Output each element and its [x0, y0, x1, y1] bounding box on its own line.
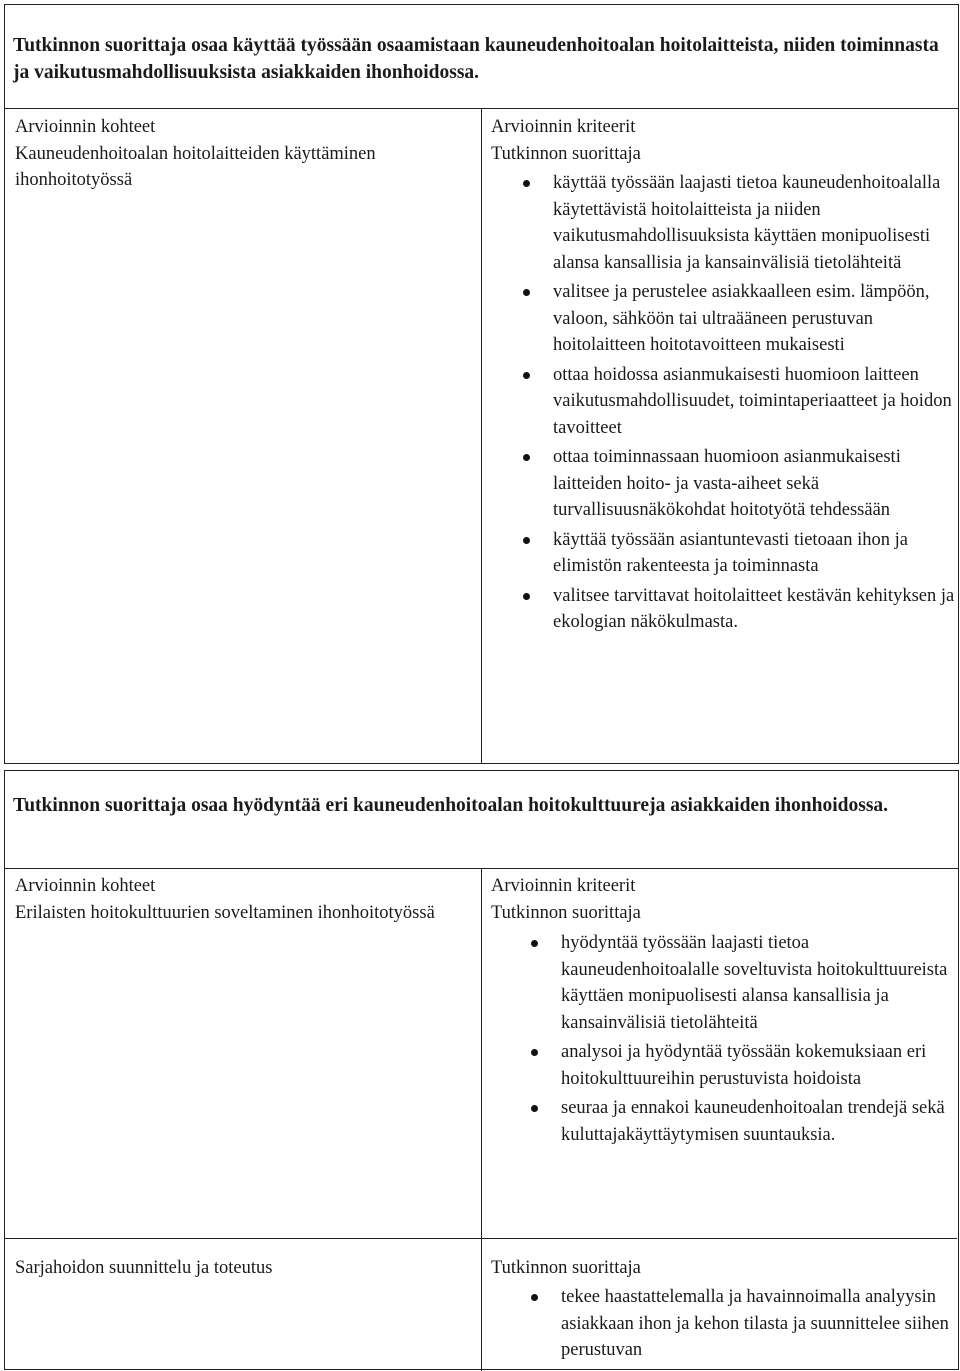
column-divider [481, 109, 482, 763]
targets-cell [15, 1255, 475, 1282]
targets-cell [15, 114, 475, 194]
criteria-intro: Tutkinnon suorittaja [491, 902, 641, 923]
list-item: seuraa ja ennakoi kauneudenhoitoalan trendejä sekä kuluttajakäyttäytymisen suuntauksia. [561, 1095, 951, 1148]
bullet-icon [523, 593, 530, 600]
criteria-intro: Tutkinnon suorittaja [491, 1258, 641, 1278]
bullet-icon [531, 1049, 538, 1056]
list-item: ottaa hoidossa asianmukaisesti huomioon laitteen vaikutusmahdollisuudet, toimintaperiaatteet ja hoidon tavoitteet [553, 362, 955, 442]
criteria-list [553, 170, 955, 636]
criteria-table-1 [4, 4, 959, 764]
list-item: käyttää työssään laajasti tietoa kauneudenhoitoalalla käytettävistä hoitolaitteista ja niiden vaikutusmahdollisuuksista käyttäen monipuolisesti alansa kansallisia ja kansainvälisiä tietolähteitä [553, 170, 955, 276]
list-item: hyödyntää työssään laajasti tietoa kauneudenhoitoalalle soveltuvista hoitokulttuureista käyttäen monipuolisesti alansa kansallisia ja kansainvälisiä tietolähteitä [561, 930, 951, 1036]
criteria-cell [491, 1255, 951, 1282]
target-text: Erilaisten hoitokulttuurien soveltaminen ihonhoitotyössä [15, 902, 435, 923]
bullet-icon [523, 180, 530, 187]
section-1-heading: Tutkinnon suorittaja osaa käyttää työssään osaamistaan kauneudenhoitoalan hoitolaitteista, niiden toiminnasta ja vaikutusmahdollisuuksista asiakkaiden ihonhoidossa. [13, 35, 939, 83]
section-2-header-row [5, 771, 958, 869]
column-divider [481, 869, 482, 1371]
list-item: valitsee ja perustelee asiakkaalleen esim. lämpöön, valoon, sähköön tai ultraääneen perustuvan hoitolaitteen hoitotavoitteen mukaisesti [553, 279, 955, 359]
list-item: tekee haastattelemalla ja havainnoimalla analyysin asiakkaan ihon ja kehon tilasta ja suunnittelee siihen perustuvan [561, 1284, 953, 1364]
criteria-table-2 [4, 770, 959, 1370]
list-item: käyttää työssään asiantuntevasti tietoaan ihon ja elimistön rakenteesta ja toiminnasta [553, 527, 955, 580]
bullet-icon [531, 1294, 538, 1301]
criteria-header: Arvioinnin kriteerit [491, 876, 636, 896]
bullet-icon [531, 1105, 538, 1112]
bullet-icon [523, 537, 530, 544]
criteria-header: Arvioinnin kriteerit [491, 117, 636, 137]
list-item: ottaa toiminnassaan huomioon asianmukaisesti laitteiden hoito- ja vasta-aiheet sekä turvallisuusnäkökohdat hoitotyötä tehdessään [553, 444, 955, 524]
row-divider [5, 1238, 957, 1239]
bullet-icon [531, 940, 538, 947]
target-text: Sarjahoidon suunnittelu ja toteutus [15, 1258, 273, 1278]
bullet-icon [523, 289, 530, 296]
section-2-heading: Tutkinnon suorittaja osaa hyödyntää eri kauneudenhoitoalan hoitokulttuureja asiakkaiden ihonhoidossa. [13, 795, 889, 816]
criteria-list [561, 1284, 953, 1364]
targets-header: Arvioinnin kohteet [15, 876, 156, 896]
section-1-header-row [5, 5, 958, 109]
target-text: Kauneudenhoitoalan hoitolaitteiden käyttäminen ihonhoitotyössä [15, 143, 376, 190]
bullet-icon [523, 372, 530, 379]
criteria-list [561, 930, 951, 1148]
list-item: valitsee tarvittavat hoitolaitteet kestävän kehityksen ja ekologian näkökulmasta. [553, 583, 955, 636]
criteria-cell [491, 114, 951, 167]
targets-header: Arvioinnin kohteet [15, 117, 156, 137]
criteria-cell [491, 873, 951, 926]
list-item: analysoi ja hyödyntää työssään kokemuksiaan eri hoitokulttuureihin perustuvista hoidoista [561, 1039, 951, 1092]
bullet-icon [523, 454, 530, 461]
criteria-intro: Tutkinnon suorittaja [491, 143, 641, 164]
targets-cell [15, 873, 475, 926]
